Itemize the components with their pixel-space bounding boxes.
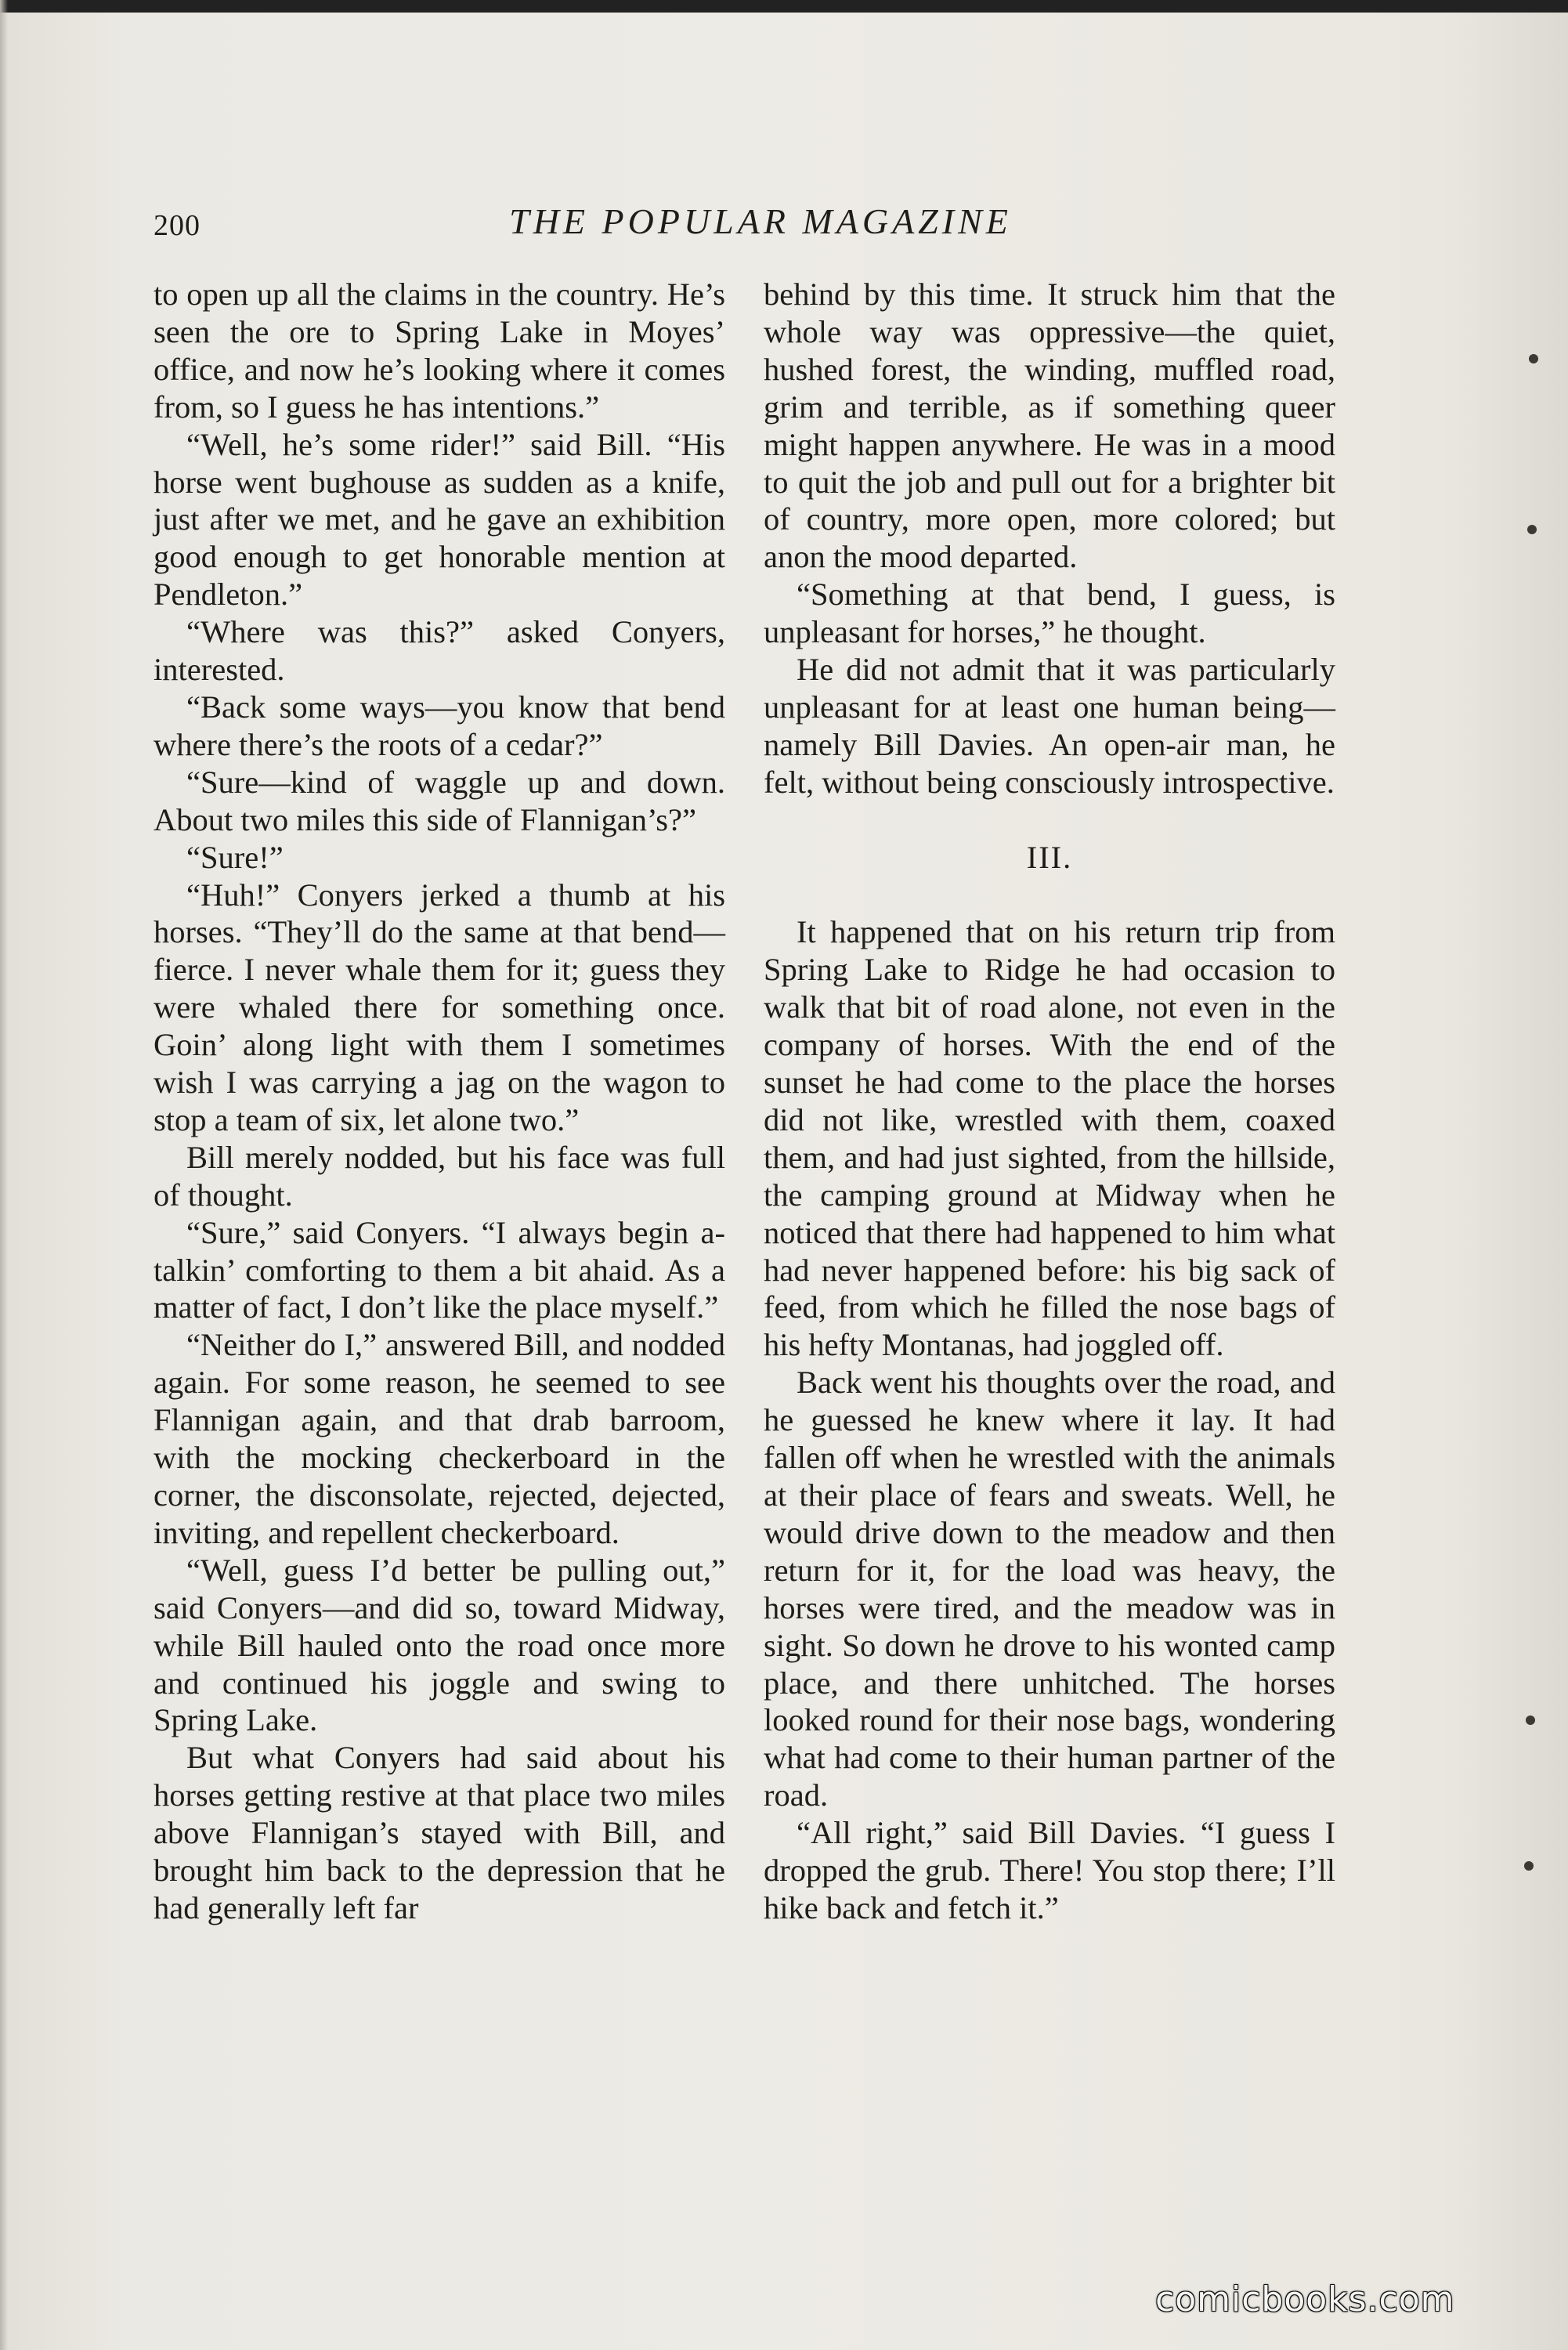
- paragraph: Back went his thoughts over the road, and he guessed he knew where it lay. It had fallen off when he wrestled with the animals at their place of fears and sweats. Well, he would drive down to the meadow and then return for it, for the load was heavy, the horses were tired, and the meadow was in sight. So down he drove to his wonted camp place, and there unhitched. The horses looked round for their nose bags, wondering what had come to their human partner of the road.: [764, 1365, 1335, 1813]
- paragraph: “Sure!”: [186, 839, 284, 875]
- paragraph: “Well, he’s some rider!” said Bill. “His horse went bughouse as sudden as a knife, just after we met, and he gave an exhibition good enough to get honorable mention at Pendleton.”: [154, 426, 725, 613]
- section-gap: [764, 801, 1335, 839]
- punch-hole: [1527, 525, 1537, 534]
- paragraph: “Huh!” Conyers jerked a thumb at his horses. “They’ll do the same at that bend—fierce. I never whale them for it; guess they were whaled there for something once. Goin’ along light with them I sometimes wish I was carrying a jag on the wagon to stop a team of six, let alone two.”: [154, 877, 725, 1137]
- punch-hole: [1524, 1861, 1534, 1871]
- paragraph: “Back some ways—you know that bend where there’s the roots of a cedar?”: [154, 689, 725, 762]
- page-header: [154, 197, 1336, 252]
- paragraph: “Neither do I,” answered Bill, and nodded again. For some reason, he seemed to see Flannigan again, and that drab barroom, with the mocking checkerboard in the corner, the disconsolate, rejected, dejected, inviting, and repellent checkerboard.: [154, 1327, 725, 1550]
- paragraph: “Well, guess I’d better be pulling out,” said Conyers—and did so, toward Midway, while Bill hauled onto the road once more and continued his joggle and swing to Spring Lake.: [154, 1552, 725, 1738]
- section-gap: [764, 876, 1335, 913]
- punch-hole: [1529, 354, 1538, 363]
- punch-hole: [1526, 1716, 1535, 1725]
- scan-top-edge: [0, 0, 1568, 13]
- paragraph: Bill merely nodded, but his face was full of thought.: [154, 1139, 725, 1213]
- section-heading: III.: [1026, 839, 1073, 875]
- paragraph: But what Conyers had said about his horses getting restive at that place two miles above Flannigan’s stayed with Bill, and brought him back to the depression that he had generally left far: [154, 1740, 725, 1925]
- continued-paragraph: behind by this time. It struck him that the whole way was oppressive—the quiet, hushed forest, the winding, muffled road, grim and terrible, as if something queer might happen anywhere. He was in a mood to quit the job and pull out for a brighter bit of country, more open, more colored; but anon the mood departed.: [764, 277, 1335, 575]
- paragraph: “All right,” said Bill Davies. “I guess I dropped the grub. There! You stop there; I’ll hike back and fetch it.”: [764, 1815, 1335, 1925]
- paragraph: “Sure—kind of waggle up and down. About two miles this side of Flannigan’s?”: [154, 764, 725, 837]
- paragraph: It happened that on his return trip from Spring Lake to Ridge he had occasion to walk that bit of road alone, not even in the company of horses. With the end of the sunset he had come to the place the horses did not like, wrestled with them, coaxed them, and had just sighted, from the hillside, the camping ground at Midway when he noticed that there had happened to him what had never happened before: his big sack of feed, from which he filled the nose bags of his hefty Montanas, had joggled off.: [764, 914, 1335, 1363]
- paragraph: “Where was this?” asked Conyers, interested.: [154, 614, 725, 688]
- right-column-after-section: [764, 913, 1335, 1926]
- paragraph: He did not admit that it was particularly unpleasant for at least one human being—namely Bill Davies. An open-air man, he felt, without being consciously introspective.: [764, 652, 1335, 800]
- right-column: [764, 276, 1335, 1927]
- right-column-before-section: [764, 276, 1335, 801]
- running-title: THE POPULAR MAGAZINE: [509, 201, 1012, 241]
- paragraph: “Something at that bend, I guess, is unpleasant for horses,” he thought.: [764, 577, 1335, 650]
- left-column: [154, 276, 725, 1927]
- scan-left-edge: [0, 0, 8, 2350]
- continued-paragraph: to open up all the claims in the country. He’s seen the ore to Spring Lake in Moyes’ office, and now he’s looking where it comes from, so I guess he has intentions.”: [154, 277, 725, 425]
- watermark: comicbooks.com: [1155, 2280, 1455, 2319]
- page-number: 200: [154, 209, 201, 242]
- paragraph: “Sure,” said Conyers. “I always begin a-talkin’ comforting to them a bit ahaid. As a matter of fact, I don’t like the place myself.”: [154, 1214, 725, 1325]
